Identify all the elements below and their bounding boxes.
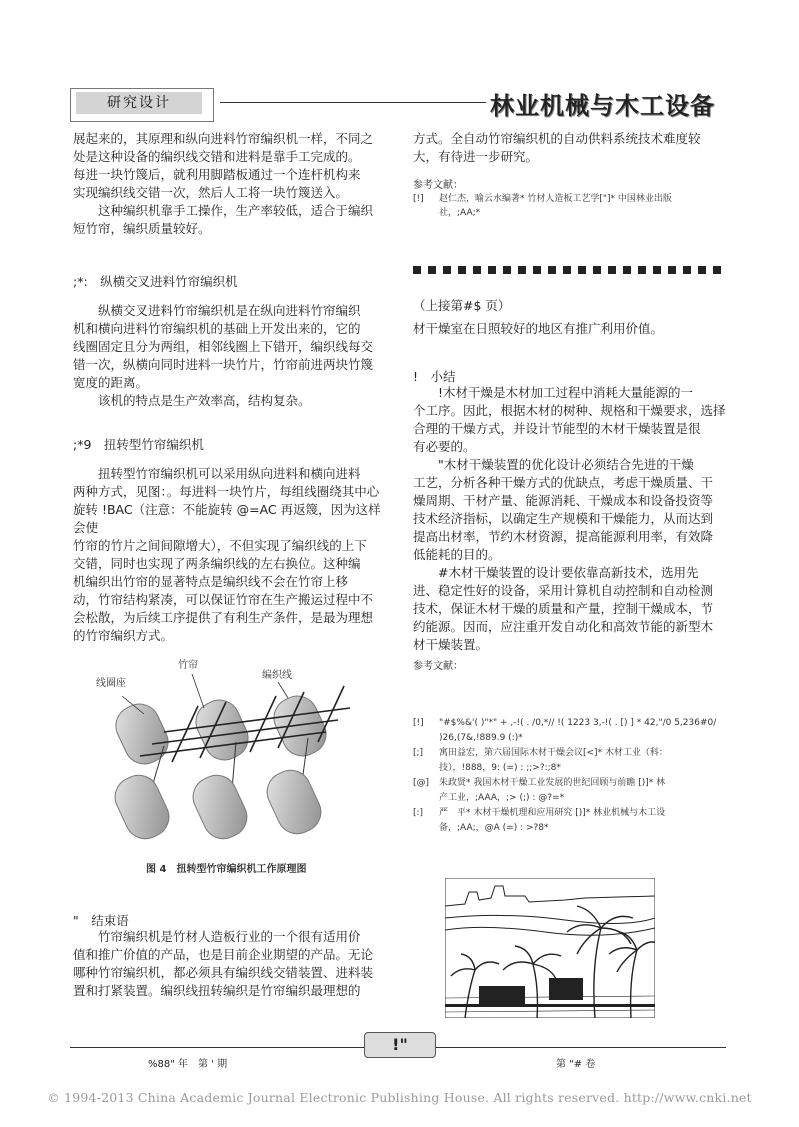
lower-coil-seat-1 <box>109 769 176 846</box>
article-divider <box>413 266 723 274</box>
upper-coil-seat-1 <box>109 698 174 771</box>
text-line: 哪种竹帘编织机，都必须具有编织线交错装置、进料装 <box>73 965 374 980</box>
text-line: 每进一块竹篾后，就利用脚踏板通过一个连杆机构来 <box>73 167 361 182</box>
ref-number: [!] <box>413 194 424 204</box>
ref-number: [;] <box>413 748 424 758</box>
text-line: 动，竹帘结构紧凑，可以保证竹帘在生产搬运过程中不 <box>73 592 374 607</box>
ref-text: "#$%&'( )"*" + ,-!( . /0,*// !( 1223 3,-!( . [) ] * 42,"/0 5,236#0/ <box>439 718 717 728</box>
text-line: 实现编织线交错一次，然后人工将一块竹篾送入。 <box>73 185 349 200</box>
upper-coil-seat-2 <box>189 694 254 767</box>
label-thread: 编织线 <box>262 670 292 681</box>
references-list-2 <box>413 716 728 836</box>
text-line: 大，有待进一步研究。 <box>413 149 539 164</box>
text-line: 宽度的距离。 <box>73 375 149 390</box>
ref-text: 技），!888，9: (=) : ;;>?:;8* <box>439 763 561 773</box>
ref-number: [!] <box>413 718 424 728</box>
text-line: "木材干燥装置的优化设计必须结合先进的干燥 <box>413 457 694 472</box>
text-line: !木材干燥是木材加工过程中消耗大量能源的一 <box>413 385 694 400</box>
references-heading: 参考文献： <box>413 180 463 191</box>
text-line: #木材干燥装置的设计要依靠高新技术，选用先 <box>413 565 699 580</box>
text-line: 个工序。因此，根据木材的树种、规格和干燥要求，选择 <box>413 403 726 418</box>
header-rule <box>220 102 486 103</box>
section-heading-cross-feed: ;*: 纵横交叉进料竹帘编织机 <box>73 274 238 289</box>
text-line: 值和推广价值的产品，也是目前企业期望的产品。无论 <box>73 947 374 962</box>
summary-paragraph <box>413 384 728 654</box>
cross-feed-paragraph <box>73 302 393 410</box>
continued-from-note: （上接第#$ 页） <box>413 298 511 313</box>
text-line: 有必要的。 <box>413 439 476 454</box>
section-heading-conclusion: " 结束语 <box>73 913 129 928</box>
label-bamboo: 竹帘 <box>178 660 198 671</box>
ref-text: 寓田益宏，第六届国际木材干燥会议[<]* 木材工业（科： <box>439 748 668 758</box>
ref-number: [:] <box>413 808 424 818</box>
text-line: 提高出材率，节约木材资源，提高能源利用率，有效降 <box>413 529 714 544</box>
figure-caption: 图 4 扭转型竹帘编织机工作原理图 <box>146 864 307 875</box>
lower-coil-seat-2 <box>187 769 254 846</box>
text-line: 错一次，纵横向同时进料一块竹片，竹帘前进两块竹篾 <box>73 357 374 372</box>
text-line: 的竹帘编织方式。 <box>73 628 174 643</box>
ref-text: 朱政贤* 我国木材干燥工业发展的世纪回顾与前瞻 [)]* 林 <box>439 778 666 788</box>
continued-line: 材干燥室在日照较好的地区有推广利用价值。 <box>413 321 664 336</box>
text-line: 燥周期、干材产量、能源消耗、干燥成本和设备投资等 <box>413 493 714 508</box>
text-line: 机编织出竹帘的显著特点是编织线不会在竹帘上移 <box>73 574 349 589</box>
ref-text: )26,(7&,!889.9 (:)* <box>439 733 523 743</box>
twist-paragraph <box>73 465 393 645</box>
text-line: 方式。全自动竹帘编织机的自动供料系统技术难度较 <box>413 131 701 146</box>
right-continuation <box>413 130 728 166</box>
text-line: 机和横向进料竹帘编织机的基础上开发出来的，它的 <box>73 321 361 336</box>
label-coil-seat: 线圈座 <box>96 678 126 689</box>
text-line: 进、稳定性好的设备，采用计算机自动控制和自动检测 <box>413 583 714 598</box>
section-heading-twist: ;*9 扭转型竹帘编织机 <box>73 437 204 452</box>
text-line: 工艺，分析各种干燥方式的优缺点，考虑干燥质量、干 <box>413 475 714 490</box>
ref-text: 备，;AA;，@A (=) : >?8* <box>439 823 549 833</box>
text-line: 处是这种设备的编织线交错和进料是靠手工完成的。 <box>73 149 361 164</box>
section-heading-summary: ! 小结 <box>413 369 456 384</box>
references-heading: 参考文献： <box>413 661 463 672</box>
text-line: 两种方式，见图：。每进料一块竹片，每组线圈绕其中心 <box>73 484 380 499</box>
text-line: 纵横交叉进料竹帘编织机是在纵向进料竹帘编织 <box>73 303 361 318</box>
conclusion-paragraph <box>73 928 393 1000</box>
text-line: 交错，同时也实现了两条编织线的左右换位。这种编 <box>73 556 361 571</box>
text-line: 展起来的，其原理和纵向进料竹帘编织机一样，不同之 <box>73 131 374 146</box>
text-line: 合理的干燥方式，并设计节能型的木材干燥装置是很 <box>413 421 701 436</box>
text-line: 竹帘的竹片之间间隙增大），不但实现了编织线的上下 <box>73 538 367 553</box>
text-line: 该机的特点是生产效率高，结构复杂。 <box>73 393 311 408</box>
ref-number: [@] <box>413 778 430 788</box>
volume-info: 第 "# 卷 <box>556 1059 596 1070</box>
ref-text: 赵仁杰，喻云水编著* 竹材人造板工艺学["]* 中国林业出版 <box>439 194 672 204</box>
text-line: 会松散，为后续工序提供了有利生产条件，是最为理想 <box>73 610 374 625</box>
section-tag: 研究设计 <box>76 92 202 114</box>
text-line: 旋转 !BAC（注意：不能旋转 @=AC 再返篾，因为这样会使 <box>73 502 381 535</box>
text-line: 材干燥装置。 <box>413 637 489 652</box>
text-line: 竹帘编织机是竹材人造板行业的一个很有适用价 <box>73 929 361 944</box>
copyright-notice: © 1994-2013 China Academic Journal Electronic Publishing House. All rights reserved. http://www.cnki.net <box>47 1090 752 1105</box>
ref-text: 严 平* 木材干燥机理和应用研究 [)]* 林业机械与木工设 <box>439 808 666 818</box>
ref-text: 社，;AA;* <box>439 208 481 218</box>
text-line: 这种编织机靠手工操作，生产率较低，适合于编织 <box>73 203 374 218</box>
figure-twist-weaving-diagram <box>72 652 402 852</box>
text-line: 低能耗的目的。 <box>413 547 501 562</box>
text-line: 扭转型竹帘编织机可以采用纵向进料和横向进料 <box>73 466 361 481</box>
references-list-1 <box>413 192 728 220</box>
page-number: !" <box>364 1032 436 1058</box>
left-intro <box>73 130 393 238</box>
journal-title: 林业机械与木工设备 <box>490 91 715 120</box>
text-line: 约能源。因而，应注重开发自动化和高效节能的新型木 <box>413 619 714 634</box>
text-line: 置和打紧装置。编织线扭转编织是竹帘编织最理想的 <box>73 983 361 998</box>
lower-coil-seat-3 <box>261 764 328 841</box>
palm-beach-illustration <box>445 878 655 1018</box>
issue-info: %88" 年 第 ' 期 <box>148 1059 228 1070</box>
text-line: 技术经济指标，以确定生产规模和干燥能力，从而达到 <box>413 511 714 526</box>
ref-text: 产工业，;AAA，;> (;) : @?=* <box>439 793 565 803</box>
text-line: 技术，保证木材干燥的质量和产量，控制干燥成本，节 <box>413 601 714 616</box>
text-line: 线圈固定且分为两组，相邻线圈上下错开，编织线每交 <box>73 339 374 354</box>
text-line: 短竹帘，编织质量较好。 <box>73 221 211 236</box>
